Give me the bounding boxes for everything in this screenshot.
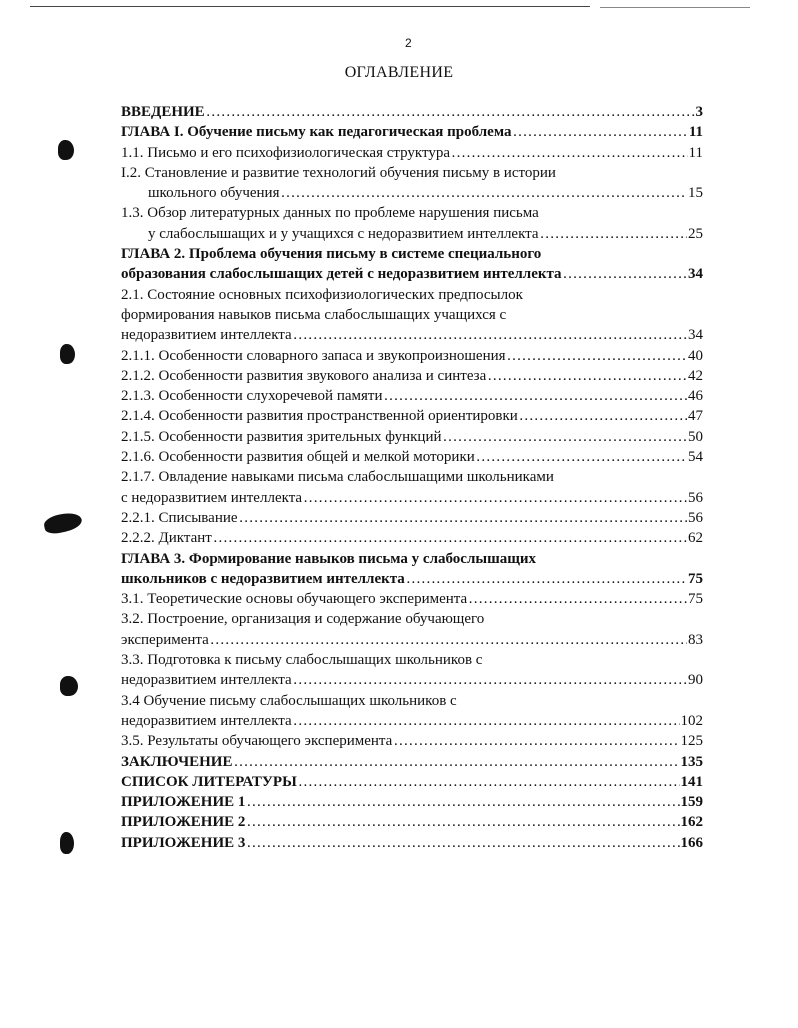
toc-entry-page: 54 xyxy=(688,449,703,466)
toc-entry-title: школьного обучения xyxy=(148,185,280,202)
toc-entry-title: 2.1.1. Особенности словарного запаса и звукопроизношения xyxy=(121,347,506,364)
dot-leader xyxy=(512,122,687,142)
toc-entry-page: 62 xyxy=(688,530,703,547)
toc-entry-title: 2.2.1. Списывание xyxy=(121,509,238,526)
toc-entry xyxy=(121,650,703,691)
toc-entry xyxy=(121,731,703,751)
toc-entry-line xyxy=(121,427,703,447)
toc-entry-line xyxy=(121,366,703,386)
toc-entry-line xyxy=(121,224,703,244)
toc-entry-line xyxy=(121,670,703,690)
toc-entry-title: с недоразвитием интеллекта xyxy=(121,489,303,506)
toc-entry-line: 3.2. Построение, организация и содержание обучающего xyxy=(121,611,485,628)
toc-entry xyxy=(121,467,703,508)
dot-leader xyxy=(393,731,679,751)
dot-leader xyxy=(233,752,679,772)
toc-entry-page: 75 xyxy=(688,591,703,608)
toc-entry xyxy=(121,366,703,386)
toc-entry-title: недоразвитием интеллекта xyxy=(121,327,292,344)
toc-entry-line xyxy=(121,812,703,832)
toc-entry-line xyxy=(121,731,703,751)
toc-entry-page: 40 xyxy=(688,347,703,364)
dot-leader xyxy=(246,812,679,832)
toc-entry xyxy=(121,508,703,528)
dot-leader xyxy=(563,264,687,284)
toc-entry-title: 2.1.3. Особенности слухоречевой памяти xyxy=(121,388,383,405)
scan-blot xyxy=(60,676,78,696)
toc-entry-line xyxy=(121,325,703,345)
toc-entry xyxy=(121,122,703,142)
toc-entry-title: ВВЕДЕНИЕ xyxy=(121,104,205,120)
toc-entry-title: 2.1.5. Особенности развития зрительных функций xyxy=(121,428,442,445)
toc-entry-title: ЗАКЛЮЧЕНИЕ xyxy=(121,753,233,770)
toc-entry-page: 11 xyxy=(688,124,703,141)
toc-entry-page: 56 xyxy=(688,509,703,526)
toc-entry-line xyxy=(121,488,703,508)
toc-entry-line xyxy=(121,589,703,609)
toc-entry-line xyxy=(121,264,703,284)
page-title: ОГЛАВЛЕНИЕ xyxy=(344,64,454,81)
toc-entry-title: школьников с недоразвитием интеллекта xyxy=(121,570,405,587)
toc-entry xyxy=(121,752,703,772)
toc-entry-line xyxy=(121,386,703,406)
toc-entry-page: 141 xyxy=(680,773,703,790)
toc-entry-title: ПРИЛОЖЕНИЕ 1 xyxy=(121,794,246,811)
toc-entry-page: 135 xyxy=(680,753,703,770)
toc-entry-page: 125 xyxy=(680,733,703,750)
toc-entry-line xyxy=(121,792,703,812)
toc-entry xyxy=(121,528,703,548)
toc-entry-page: 11 xyxy=(688,144,703,161)
toc-entry xyxy=(121,833,703,853)
toc-entry xyxy=(121,285,703,346)
toc-entry-title: 2.1.2. Особенности развития звукового анализа и синтеза xyxy=(121,367,487,384)
dot-leader xyxy=(293,711,680,731)
toc-entry-title: 3.5. Результаты обучающего эксперимента xyxy=(121,733,393,750)
scan-blot xyxy=(43,510,84,536)
dot-leader xyxy=(246,792,679,812)
toc-entry-line: ГЛАВА 2. Проблема обучения письму в системе специального xyxy=(121,246,542,263)
toc-entry-line xyxy=(121,528,703,548)
toc-entry-title: ПРИЛОЖЕНИЕ 2 xyxy=(121,814,246,831)
toc-entry xyxy=(121,244,703,285)
dot-leader xyxy=(280,183,687,203)
toc-entry xyxy=(121,812,703,832)
toc-entry-page: 75 xyxy=(688,570,703,587)
toc-entry-line: 2.1.7. Овладение навыками письма слабослышащими школьниками xyxy=(121,469,554,486)
toc-entry-page: 102 xyxy=(680,712,703,729)
toc-entry xyxy=(121,549,703,590)
toc-entry xyxy=(121,427,703,447)
toc-entry-title: 3.1. Теоретические основы обучающего эксперимента xyxy=(121,591,468,608)
dot-leader xyxy=(519,406,687,426)
dot-leader xyxy=(293,325,687,345)
toc-entry-line xyxy=(121,833,703,853)
toc-entry xyxy=(121,772,703,792)
toc-entry-line xyxy=(121,102,703,122)
toc-entry xyxy=(121,102,703,122)
toc-entry-line xyxy=(121,569,703,589)
dot-leader xyxy=(239,508,687,528)
page-number: 2 xyxy=(405,36,412,50)
toc-entry-title: 2.2.2. Диктант xyxy=(121,530,212,547)
toc-entry-page: 34 xyxy=(688,266,703,283)
toc-entry xyxy=(121,406,703,426)
dot-leader xyxy=(383,386,687,406)
toc-entry xyxy=(121,386,703,406)
toc-entry-title: 1.1. Письмо и его психофизиологическая структура xyxy=(121,144,451,161)
toc-entry xyxy=(121,447,703,467)
toc-entry-page: 3 xyxy=(695,104,703,120)
scan-blot xyxy=(58,140,74,160)
toc-entry-line xyxy=(121,772,703,792)
toc-entry-page: 46 xyxy=(688,388,703,405)
dot-leader xyxy=(468,589,687,609)
toc-entry-page: 159 xyxy=(680,794,703,811)
toc-entry-title: у слабослышащих и у учащихся с недоразвитием интеллекта xyxy=(148,225,539,242)
toc-entry-line xyxy=(121,406,703,426)
dot-leader xyxy=(540,224,687,244)
toc-entry-page: 56 xyxy=(688,489,703,506)
table-of-contents xyxy=(121,102,703,853)
toc-entry xyxy=(121,792,703,812)
toc-entry-line: 2.1. Состояние основных психофизиологических предпосылок xyxy=(121,286,523,303)
dot-leader xyxy=(451,143,688,163)
toc-entry-line: 3.3. Подготовка к письму слабослышащих школьников с xyxy=(121,652,483,669)
toc-entry-line xyxy=(121,711,703,731)
toc-entry-title: 2.1.4. Особенности развития пространственной ориентировки xyxy=(121,408,518,425)
dot-leader xyxy=(303,488,687,508)
dot-leader xyxy=(487,366,687,386)
toc-entry xyxy=(121,143,703,163)
toc-entry-title: 2.1.6. Особенности развития общей и мелкой моторики xyxy=(121,449,475,466)
toc-entry-title: недоразвитием интеллекта xyxy=(121,712,292,729)
toc-entry-page: 83 xyxy=(688,631,703,648)
toc-entry-line xyxy=(121,143,703,163)
toc-entry-line xyxy=(121,630,703,650)
toc-entry-page: 15 xyxy=(688,185,703,202)
toc-entry xyxy=(121,346,703,366)
scan-border-line xyxy=(30,6,590,7)
toc-entry-page: 42 xyxy=(688,367,703,384)
dot-leader xyxy=(246,833,679,853)
toc-entry-line: I.2. Становление и развитие технологий обучения письму в истории xyxy=(121,164,556,181)
toc-entry-line xyxy=(121,183,703,203)
toc-entry xyxy=(121,589,703,609)
toc-entry xyxy=(121,203,703,244)
toc-entry-line: 3.4 Обучение письму слабослышащих школьников с xyxy=(121,692,457,709)
toc-entry xyxy=(121,691,703,732)
toc-entry-line: 1.3. Обзор литературных данных по проблеме нарушения письма xyxy=(121,205,539,222)
toc-entry-line xyxy=(121,508,703,528)
dot-leader xyxy=(213,528,687,548)
toc-entry-title: ПРИЛОЖЕНИЕ 3 xyxy=(121,834,246,851)
toc-entry xyxy=(121,609,703,650)
dot-leader xyxy=(476,447,687,467)
dot-leader xyxy=(210,630,687,650)
dot-leader xyxy=(293,670,687,690)
toc-entry-line xyxy=(121,752,703,772)
toc-entry-title: образования слабослышащих детей с недоразвитием интеллекта xyxy=(121,266,562,283)
scan-blot xyxy=(60,832,74,854)
toc-entry-page: 47 xyxy=(688,408,703,425)
toc-entry-title: ГЛАВА I. Обучение письму как педагогическая проблема xyxy=(121,124,512,141)
dot-leader xyxy=(507,346,687,366)
dot-leader xyxy=(206,102,695,122)
toc-entry-page: 50 xyxy=(688,428,703,445)
toc-entry-page: 166 xyxy=(680,834,703,851)
scan-blot xyxy=(60,344,75,364)
toc-entry-title: недоразвитием интеллекта xyxy=(121,672,292,689)
toc-entry-line: формирования навыков письма слабослышащих учащихся с xyxy=(121,306,507,323)
dot-leader xyxy=(443,427,687,447)
toc-entry-line: ГЛАВА 3. Формирование навыков письма у слабослышащих xyxy=(121,550,537,567)
toc-entry-page: 34 xyxy=(688,327,703,344)
dot-leader xyxy=(406,569,687,589)
toc-entry-title: эксперимента xyxy=(121,631,209,648)
toc-entry-line xyxy=(121,122,703,142)
toc-entry-title: СПИСОК ЛИТЕРАТУРЫ xyxy=(121,773,297,790)
toc-entry-page: 162 xyxy=(680,814,703,831)
toc-entry xyxy=(121,163,703,204)
scan-border-line xyxy=(600,7,750,8)
toc-entry-line xyxy=(121,447,703,467)
toc-entry-line xyxy=(121,346,703,366)
dot-leader xyxy=(298,772,680,792)
toc-entry-page: 90 xyxy=(688,672,703,689)
toc-entry-page: 25 xyxy=(688,225,703,242)
